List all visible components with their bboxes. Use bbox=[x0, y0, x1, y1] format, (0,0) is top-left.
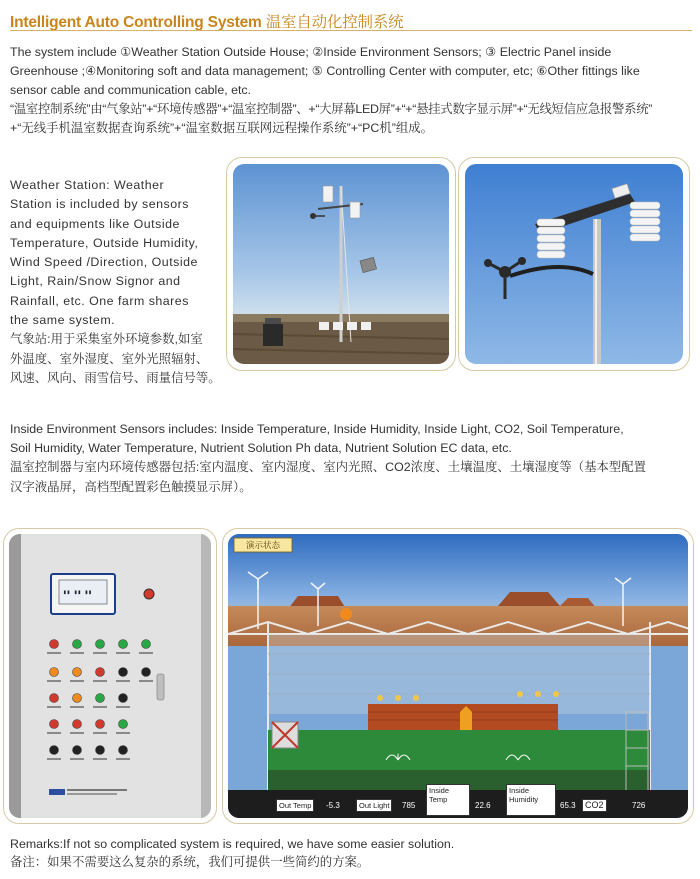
page-title bbox=[10, 10, 403, 32]
ws-line: Light, Rain/Snow Signor and bbox=[10, 274, 181, 289]
env-line: 温室控制器与室内环境传感器包括:室内温度、室内湿度、室内光照、CO2浓度、土壤温度、土壤湿度等（基本型配置 bbox=[10, 460, 647, 475]
title-chinese: 温室自动化控制系统 bbox=[265, 14, 404, 31]
intro-line: The system include ①Weather Station Outside House; ②Inside Environment Sensors; ③ Electric Panel inside bbox=[10, 45, 612, 59]
remarks-chinese: 备注：如果不需要这么复杂的系统，我们可提供一些简约的方案。 bbox=[10, 855, 370, 869]
sim-value-out-temp: -5.3 bbox=[326, 801, 340, 810]
sim-label-inside-humidity: Inside Humidity bbox=[506, 784, 556, 816]
sim-value-inside-temp: 22.6 bbox=[475, 801, 491, 810]
intro-line: “温室控制系统”由“气象站”+“环境传感器”+“温室控制器”、+“大屏幕LED屏”+“+“悬挂式数字显示屏”+“无线短信应急报警系统” bbox=[10, 102, 653, 116]
sim-value-co2: 726 bbox=[632, 801, 646, 810]
weather-station-text bbox=[10, 176, 225, 388]
ws-line: Wind Speed /Direction, Outside bbox=[10, 255, 198, 270]
weather-station-photo-field bbox=[226, 157, 456, 371]
sim-label-inside-temp: Inside Temp bbox=[426, 784, 470, 816]
ws-line: Rainfall, etc. One farm shares bbox=[10, 293, 189, 308]
env-line: Inside Environment Sensors includes: Inside Temperature, Inside Humidity, Inside Light, CO2, Soil Temperature, bbox=[10, 422, 624, 436]
weather-station-field-illustration bbox=[233, 164, 449, 364]
sim-label-out-light: Out Light bbox=[356, 799, 392, 812]
electric-panel-photo bbox=[3, 528, 217, 824]
ws-line: Station is included by sensors bbox=[10, 197, 189, 212]
ws-line: and equipments like Outside bbox=[10, 216, 180, 231]
ws-line: Temperature, Outside Humidity, bbox=[10, 235, 199, 250]
svg-text:▮▮ ▮▮ ▮▮: ▮▮ ▮▮ ▮▮ bbox=[63, 589, 92, 596]
sim-label-co2: CO2 bbox=[582, 799, 607, 812]
radiation-shield-left bbox=[537, 219, 565, 258]
radiation-shield-right bbox=[630, 202, 660, 241]
env-line: 汉字液晶屏，高档型配置彩色触摸显示屏）。 bbox=[10, 479, 252, 494]
sim-label-out-temp: Out Temp bbox=[276, 799, 314, 812]
monitoring-software-screenshot bbox=[222, 528, 694, 824]
control-panel-illustration bbox=[9, 534, 211, 818]
intro-line: +“无线手机温室数据查询系统”+“温室数据互联网远程操作系统”+“PC机”组成。 bbox=[10, 121, 434, 135]
sim-value-out-light: 785 bbox=[402, 801, 416, 810]
intro-line: Greenhouse ;④Monitoring soft and data management; ⑤ Controlling Center with computer, etc; ⑥Other fittings like bbox=[10, 64, 640, 78]
ws-cn-line: 外温度、室外湿度、室外光照辐射、 bbox=[10, 351, 209, 366]
ws-cn-line: 风速、风向、雨雪信号、雨量信号等。 bbox=[10, 370, 221, 385]
title-english: Intelligent Auto Controlling System bbox=[10, 14, 262, 31]
ws-line: the same system. bbox=[10, 313, 116, 328]
sim-banner: 演示状态 bbox=[245, 541, 281, 551]
intro-line: sensor cable and communication cable, etc. bbox=[10, 83, 252, 97]
weather-station-photo-sensors bbox=[458, 157, 690, 371]
greenhouse-simulation-illustration bbox=[228, 534, 688, 818]
title-divider bbox=[10, 30, 692, 31]
intro-paragraph bbox=[10, 43, 700, 138]
ws-cn-line: 气象站:用于采集室外环境参数,如室 bbox=[10, 332, 203, 347]
sim-value-inside-humidity: 65.3 bbox=[560, 801, 576, 810]
remarks bbox=[10, 835, 700, 871]
env-line: Soil Humidity, Water Temperature, Nutrient Solution Ph data, Nutrient Solution EC data, etc. bbox=[10, 441, 512, 456]
remarks-english: Remarks:If not so complicated system is required, we have some easier solution. bbox=[10, 837, 455, 851]
sensor-closeup-illustration bbox=[465, 164, 683, 364]
ws-line: Weather Station: Weather bbox=[10, 178, 165, 192]
environment-sensors-text bbox=[10, 420, 698, 497]
